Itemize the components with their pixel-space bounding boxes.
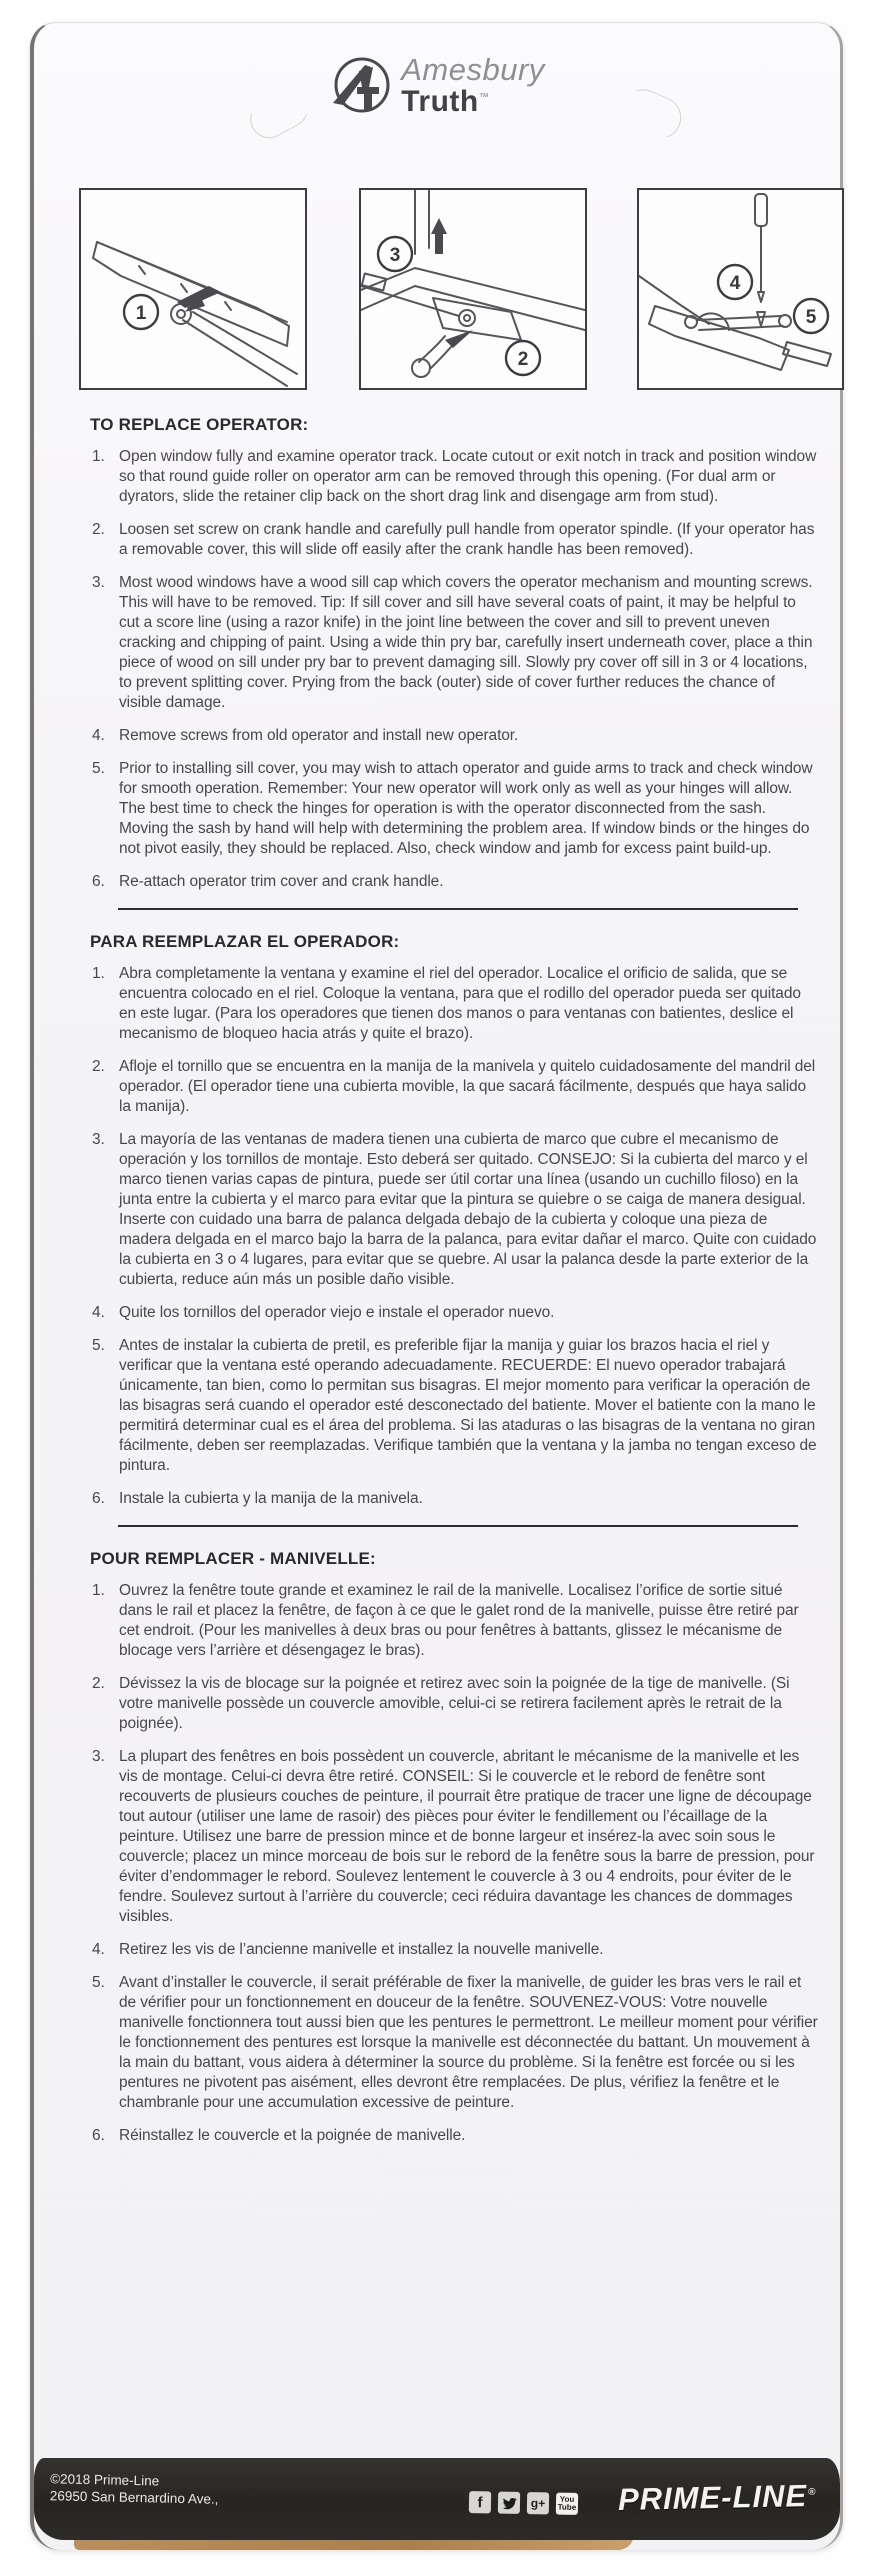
youtube-icon xyxy=(556,2493,578,2515)
instruction-step: Antes de instalar la cubierta de pretil, es preferible fijar la manija y guiar los brazos hacia el riel y verificar que la ventana esté operando adecuadamente. RECUERDE: El nuevo operador trabajará únicamente, tan bien, como lo permitan sus bisagras. El mejor momento para verificar la operación de las bisagras será cuando el operador esté desconectado del batiente. Mover el batiente con la mano le permitirá determinar cual es el área del problema. Si las ataduras o las bisagras de la ventana no giran fácilmente, deben ser reemplazadas. Verifique también que la ventana y la jamba no tengan exceso de pintura. xyxy=(119,1337,817,1474)
instructions-english xyxy=(90,415,818,892)
instruction-step: Abra completamente la ventana y examine el riel del operador. Localice el orificio de salida, que se encuentra colocado en el riel. Coloque la ventana, para que el rodillo del operador pueda ser quitado en este lugar. (Para los operadores que tienen dos manos o para ventanas con batientes, deslice el mecanismo de bloqueo hacia atrás y quite el brazo). xyxy=(119,965,801,1042)
step-badge-2: 2 xyxy=(517,349,529,370)
section-divider xyxy=(118,908,798,910)
instruction-steps-spanish xyxy=(90,964,818,1509)
illustration-panel-operator xyxy=(637,188,844,390)
google-plus-icon: g+ xyxy=(527,2492,549,2514)
instruction-step: Quite los tornillos del operador viejo e instale el operador nuevo. xyxy=(119,1304,555,1321)
instruction-step: Ouvrez la fenêtre toute grande et examinez le rail de la manivelle. Localisez l’orifice de sortie situé dans le rail et placez la fenêtre, de façon à ce que le galet rond de la manivelle, puisse être retiré par cet endroit. (Pour les manivelles à deux bras ou pour fenêtres à battants, glissez le mécanisme de blocage vers l’arrière et désengagez le bras). xyxy=(119,1582,799,1659)
brand-name-amesbury: Amesbury xyxy=(401,51,545,87)
section-heading-french: POUR REMPLACER - MANIVELLE: xyxy=(90,1549,376,1568)
step-badge-1: 1 xyxy=(135,303,147,324)
amesbury-truth-monogram-icon xyxy=(329,53,393,117)
instruction-step: Most wood windows have a wood sill cap which covers the operator mechanism and mounting screws. This will have to be removed. Tip: If sill cover and sill have several coats of paint, it may be helpful to cut a score line (using a razor knife) in the joint line between the cover and sill to prevent uneven cracking and chipping of paint. Using a wide thin pry bar, carefully insert underneath cover, place a thin piece of wood on sill under pry bar to prevent damaging sill. Slowly pry cover off sill in 3 or 4 locations, to prevent splitting cover. Prying from the back (outer) side of cover further reduces the chance of visible damage. xyxy=(119,574,813,711)
brand-logo xyxy=(34,53,840,117)
step-badge-4: 4 xyxy=(729,273,741,294)
section-heading-english: TO REPLACE OPERATOR: xyxy=(90,415,309,434)
instructions-spanish xyxy=(90,932,818,1509)
instruction-steps-english xyxy=(90,447,818,892)
brand-name-truth: Truth™ xyxy=(401,84,490,118)
illustration-panel-track xyxy=(79,188,307,390)
youtube-icon-text-top: You xyxy=(559,2494,575,2504)
instruction-step: Dévissez la vis de blocage sur la poignée et retirez avec soin la poignée de la tige de manivelle. (Si votre manivelle possède un couvercle amovible, celui-ci se retirera facilement après le retrait de la poignée). xyxy=(119,1675,790,1732)
instruction-step: Afloje el tornillo que se encuentra en la manija de la manivela y quitelo cuidadosamente del mandril del operador. (El operador tiene una cubierta movible, la que sacará fácilmente, después que haya salido la manija). xyxy=(119,1058,816,1115)
instruction-step: Open window fully and examine operator track. Locate cutout or exit notch in track and position window so that round guide roller on operator arm can be removed through this opening. (For dual arm or dyrators, slide the retainer clip back on the short drag link and disengage arm from stud). xyxy=(119,448,817,505)
social-icons xyxy=(469,2491,578,2515)
instruction-step: Re-attach operator trim cover and crank handle. xyxy=(119,873,444,890)
instruction-step: Retirez les vis de l’ancienne manivelle et installez la nouvelle manivelle. xyxy=(119,1941,604,1958)
section-heading-spanish: PARA REEMPLAZAR EL OPERADOR: xyxy=(90,932,400,951)
copyright-line-1: ©2018 Prime-Line xyxy=(50,2471,160,2489)
instruction-step: Avant d’installer le couvercle, il serait préférable de fixer la manivelle, de guider les bras vers le rail et de vérifier pour un fonctionnement en douceur de la fenêtre. SOUVENEZ-VOUS: Votre nouvelle manivelle fonctionnera tout aussi bien que les pentures le permettront. Le meilleur moment pour vérifier le fonctionnement des pentures est lorsque la manivelle est déconnectée du battant. Un mouvement à la main du battant, vous aidera à déterminer la source du problème. Si la fenêtre est forcée ou si les pentures ne pivotent pas aisément, elles devront être remplacées. De plus, vérifiez la fenêtre et le chambranle pour une accumulation excessive de peinture. xyxy=(119,1974,818,2111)
step-badge-5: 5 xyxy=(805,307,817,328)
instructions-french xyxy=(90,1549,818,2146)
instruction-card xyxy=(30,22,843,2550)
copyright-line-2: 26950 San Bernardino Ave., xyxy=(49,2488,219,2507)
primeline-logo: PRIME-LINE® xyxy=(617,2478,817,2518)
instruction-step: Loosen set screw on crank handle and carefully pull handle from operator spindle. (If your operator has a removable cover, this will slide off easily after the crank handle has been removed). xyxy=(119,521,815,558)
instruction-step: Instale la cubierta y la manija de la manivela. xyxy=(119,1490,423,1507)
registered-symbol: ® xyxy=(807,2486,817,2498)
trademark-symbol: ™ xyxy=(478,91,490,103)
facebook-icon: f xyxy=(469,2491,491,2513)
section-divider xyxy=(118,1525,798,1527)
copyright-block xyxy=(50,2470,219,2508)
instruction-step: Réinstallez le couvercle et la poignée de manivelle. xyxy=(119,2127,466,2144)
instruction-steps-french xyxy=(90,1581,818,2146)
instructions xyxy=(90,415,818,2159)
instruction-step: La plupart des fenêtres en bois possèdent un couvercle, abritant le mécanisme de la manivelle et les vis de montage. Celui-ci devra être retiré. CONSEIL: Si le couvercle et le rebord de fenêtre sont recouverts de plusieurs couches de peinture, il pourrait être pratique de tracer une ligne de découpage tout autour (utiliser une lame de rasoir) des pièces pour éviter le fendillement ou l’écaillage de la peinture. Utilisez une barre de pression mince et de bonne largeur et insérez-la avec soin sous le couvercle; placez un mince morceau de bois sur le rebord de la fenêtre sous la barre de pression, pour éviter d’endommager le rebord. Soulevez lentement le couvercle à 3 ou 4 endroits, pour éviter de le fendre. Soulevez surtout à l’arrière du couvercle; ceci réduira davantage les chances de dommages visibles. xyxy=(119,1748,815,1925)
footer-bar xyxy=(34,2458,840,2540)
instruction-step: Prior to installing sill cover, you may wish to attach operator and guide arms to track and check window for smooth operation. Remember: Your new operator will work only as well as your hinges will allow. The best time to check the hinges for operation is with the operator disconnected from the sash. Moving the sash by hand will help with determining the problem area. If window binds or the hinges do not pivot easily, they should be replaced. Also, check window and jamb for excess paint build-up. xyxy=(119,760,813,857)
instruction-step: Remove screws from old operator and install new operator. xyxy=(119,727,519,744)
twitter-icon xyxy=(498,2492,520,2514)
instruction-step: La mayoría de las ventanas de madera tienen una cubierta de marco que cubre el mecanismo de operación y los tornillos de montaje. Esto deberá ser quitado. CONSEJO: Si la cubierta del marco y el marco tienen varias capas de pintura, puede ser útil cortar una línea (usando un cuchillo filoso) en la junta entre la cubierta y el marco para evitar que la pintura se quiebre o se caiga de manera desigual. Inserte con cuidado una barra de palanca delgada debajo de la cubierta y coloque una pieza de madera delgada en el marco bajo la barra de la palanca, para evitar dañar el marco. Quite con cuidado la cubierta en 3 o 4 lugares, para evitar que se quebre. Al usar la palanca desde la parte exterior de la cubierta, reduce aún más un posible daño visible. xyxy=(119,1131,817,1288)
step-badge-3: 3 xyxy=(389,245,401,266)
illustration-panel-crank-handle xyxy=(359,188,587,390)
youtube-icon-text-bottom: Tube xyxy=(557,2502,577,2512)
